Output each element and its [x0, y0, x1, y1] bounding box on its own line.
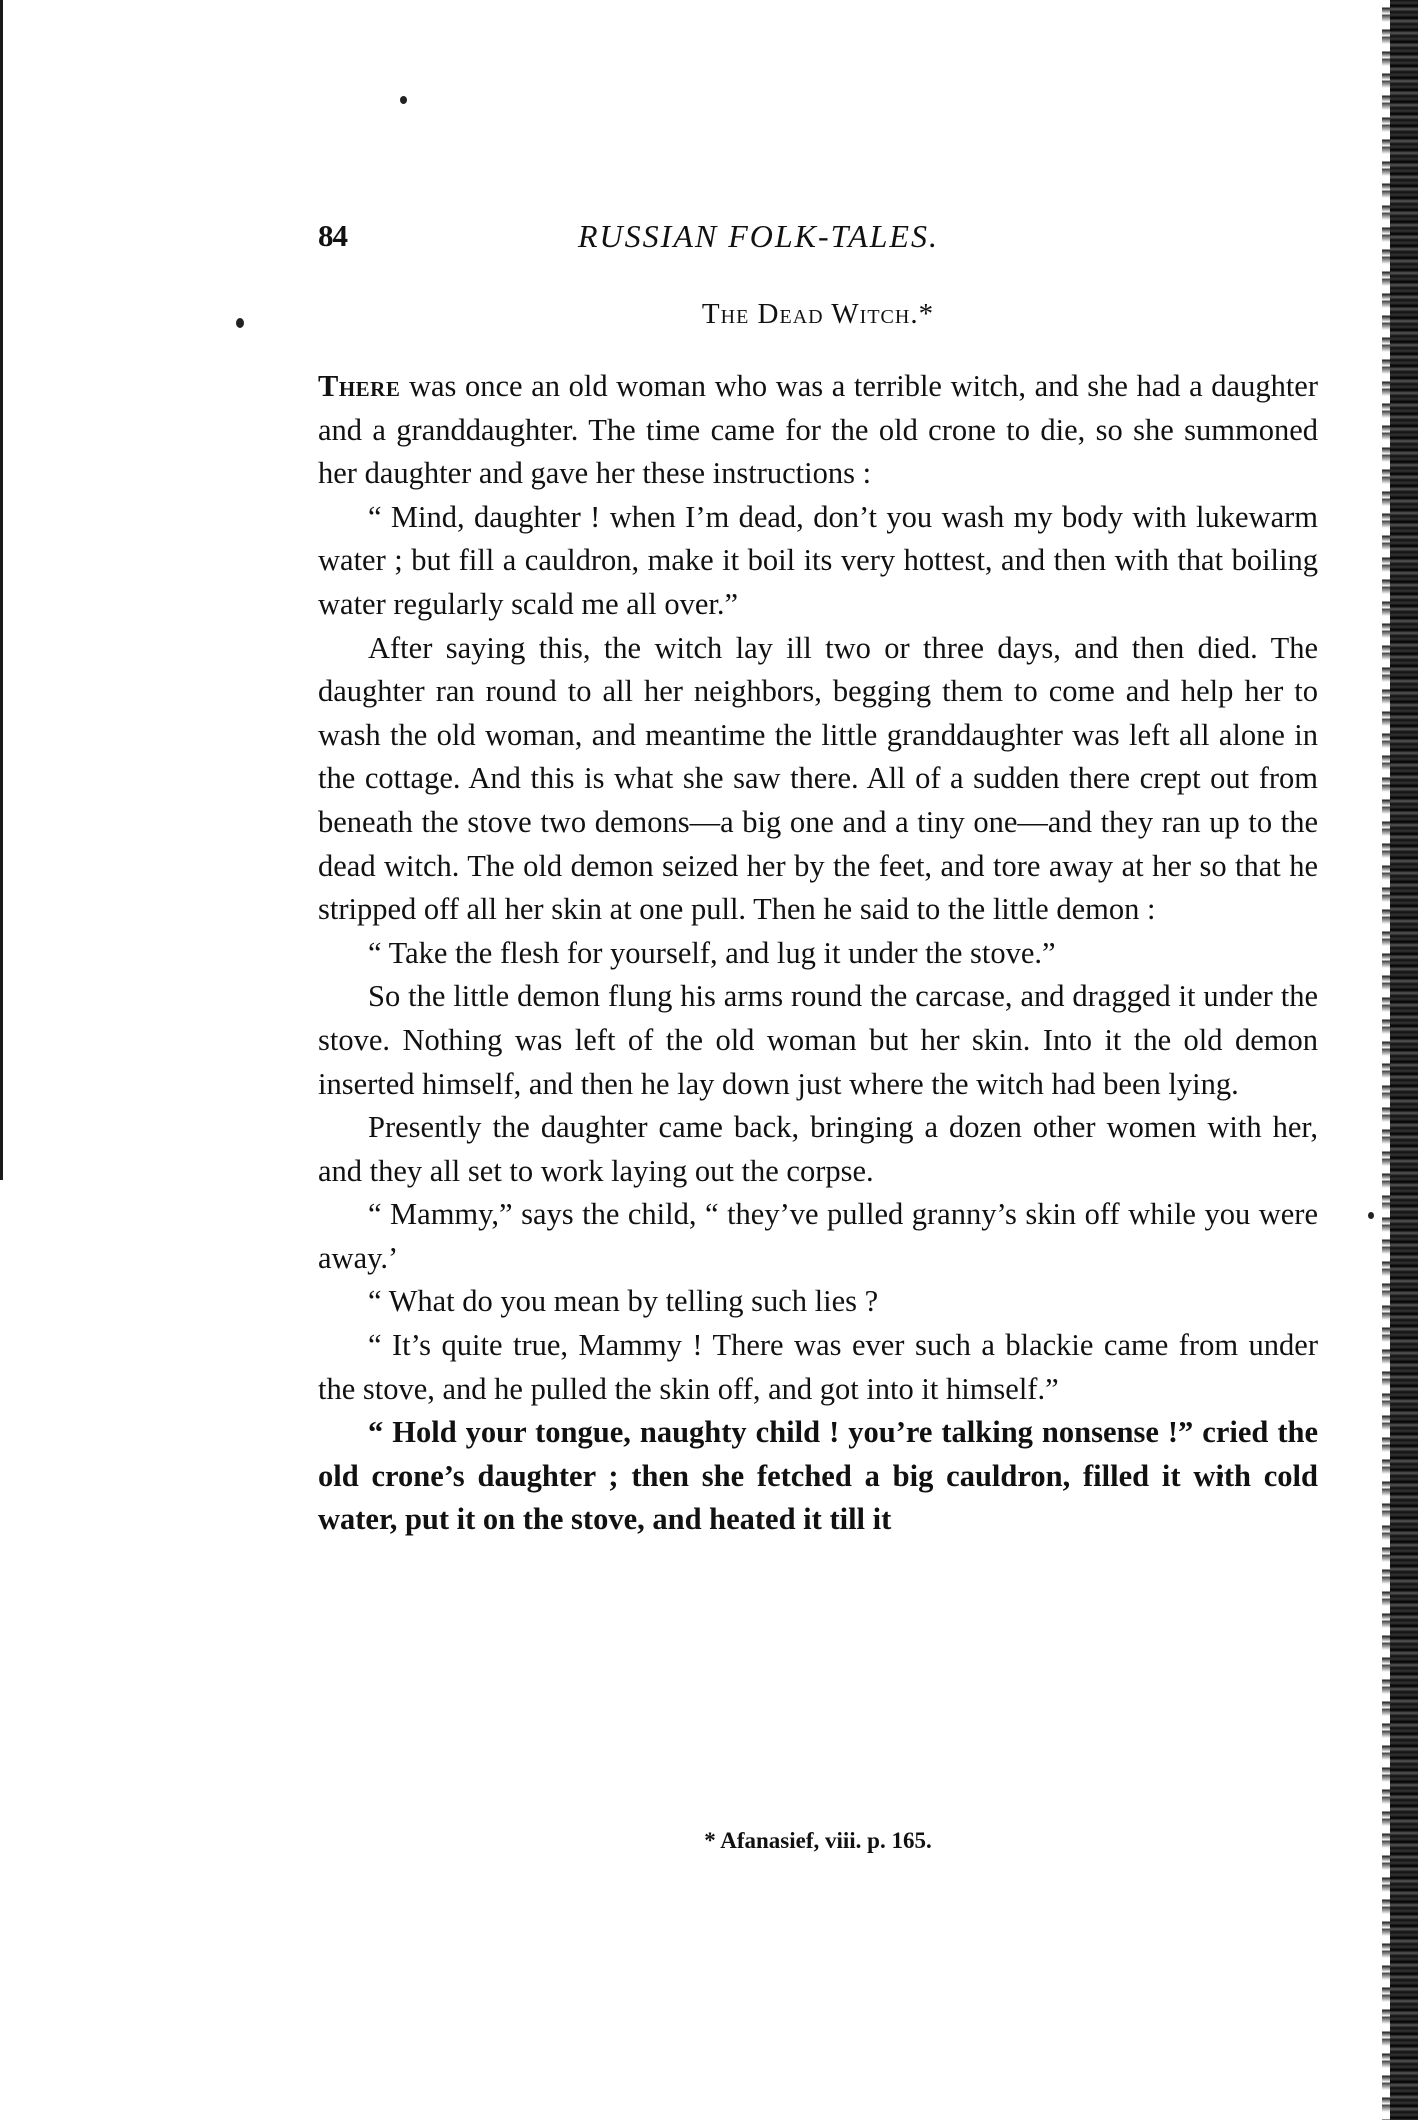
paragraph: [318, 365, 1318, 496]
running-title: RUSSIAN FOLK-TALES.: [578, 218, 939, 254]
paragraph: “ Take the flesh for yourself, and lug it under the stove.”: [368, 935, 1056, 970]
page-number: 84: [318, 218, 347, 253]
paragraph: After saying this, the witch lay ill two or three days, and then died. The daughter ran round to all her neighbors, begging them to come and help her to wash the old woman, and meantime the little granddaughter was left all alone in the cottage. And this is what she saw there. All of a sudden there crept out from beneath the stove two demons—a big one and a tiny one—and they ran up to the dead witch. The old demon seized her by the feet, and tore away at her so that he stripped off all her skin at one pull. Then he said to the little demon :: [318, 630, 1318, 927]
paragraph: Presently the daughter came back, bringing a dozen other women with her, and they all set to work laying out the corpse.: [318, 1110, 1318, 1188]
scan-speck: [400, 96, 407, 104]
paragraph: “ What do you mean by telling such lies ?: [368, 1284, 879, 1319]
paragraph: So the little demon flung his arms round the carcase, and dragged it under the stove. Nothing was left of the old woman but her skin. Into it the old demon inserted himself, and then he lay down just where the witch had been lying.: [318, 979, 1318, 1101]
story-title: The Dead Witch.*: [701, 298, 935, 330]
paragraph: “ Hold your tongue, naughty child ! you’re talking nonsense !” cried the old crone’s daughter ; then she fetched a big cauldron, filled it with cold water, put it on the stove, and heated it till it: [318, 1415, 1318, 1537]
scan-left-edge: [0, 0, 3, 1180]
scan-speck: [1368, 1212, 1374, 1219]
scan-right-edge: [1388, 0, 1418, 2120]
paragraph: “ Mammy,” says the child, “ they’ve pulled granny’s skin off while you were away.’: [318, 1197, 1318, 1275]
story-body: [318, 365, 1318, 1542]
scan-speck: [236, 318, 244, 328]
footnote: * Afanasief, viii. p. 165.: [704, 1828, 932, 1853]
page-header: [318, 218, 1318, 266]
paragraph-text: was once an old woman who was a terrible witch, and she had a daughter and a granddaughter. The time came for the old crone to die, so she summoned her daughter and gave her these instructions :: [318, 369, 1318, 491]
paragraph: “ It’s quite true, Mammy ! There was ever such a blackie came from under the stove, and he pulled the skin off, and got into it himself.”: [318, 1328, 1318, 1406]
paragraph: “ Mind, daughter ! when I’m dead, don’t you wash my body with lukewarm water ; but fill a cauldron, make it boil its very hottest, and then with that boiling water regularly scald me all over.”: [318, 499, 1318, 621]
opening-word: There: [318, 369, 401, 403]
